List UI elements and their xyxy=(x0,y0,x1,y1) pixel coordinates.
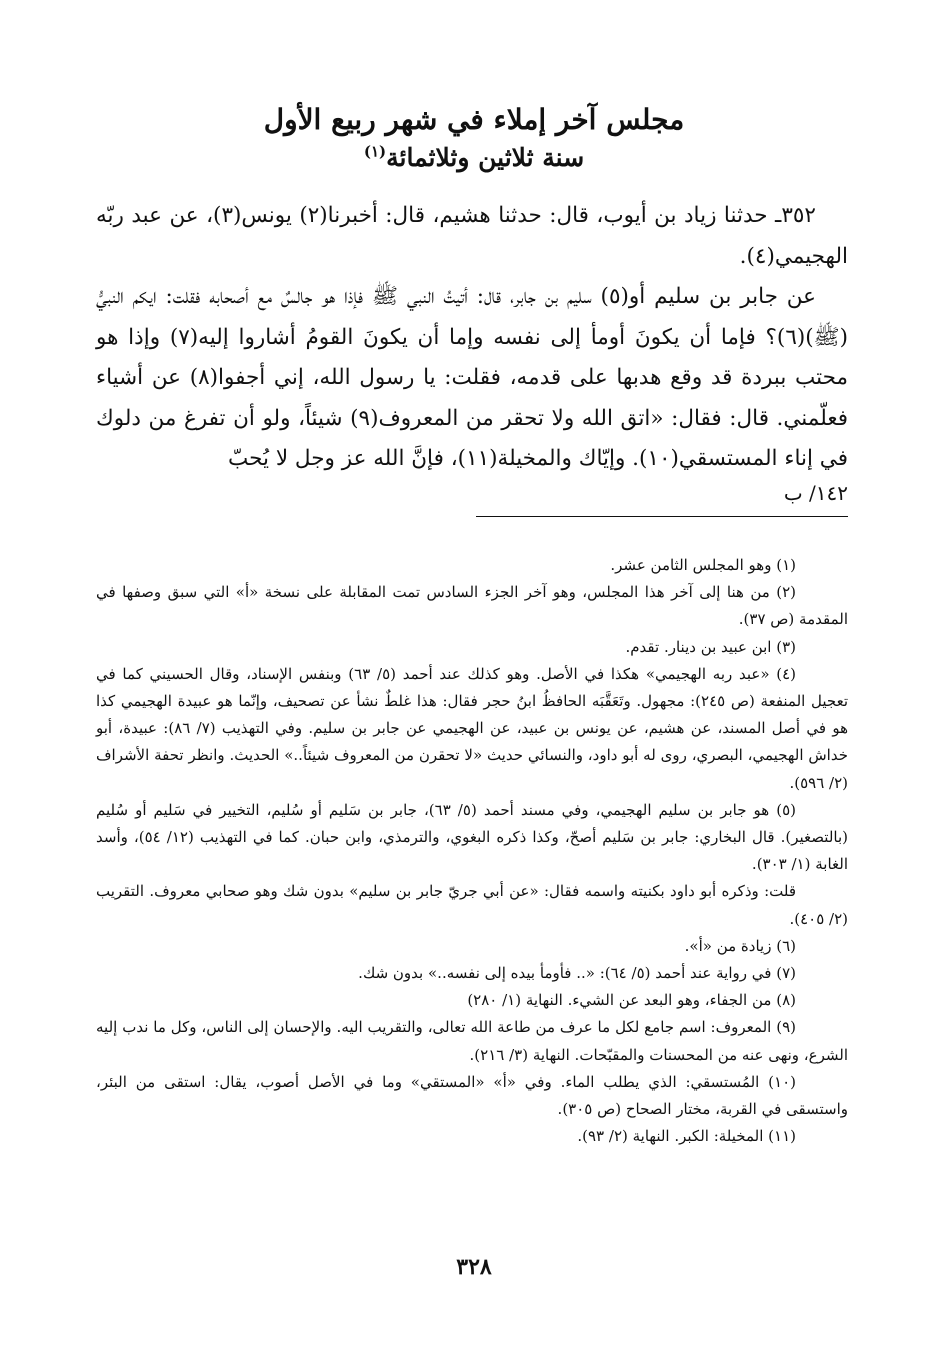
footnote-7: (٧) في رواية عند أحمد (٥/ ٦٤): «.. فأومأ بيده إلى نفسه..» بدون شك. xyxy=(358,964,796,983)
folio-row xyxy=(96,480,848,514)
footnote-6: (٦) زيادة من «أ». xyxy=(684,936,796,955)
title-footnote-ref: (١) xyxy=(363,142,387,161)
footnote-2: (٢) من هنا إلى آخر هذا المجلس، وهو آخر الجزء السادس تمت المقابلة على نسخة «أ» التي سبق وصفها في المقدمة (ص ٣٧). xyxy=(96,583,848,629)
hadith-isnad: ٣٥٢ـ حدثنا زياد بن أيوب، قال: حدثنا هشيم، قال: أخبرنا(٢) يونس(٣)، عن عبد ربّه الهجيمي(٤). xyxy=(96,203,848,269)
footnote-1: (١) وهو المجلس الثامن عشر. xyxy=(610,556,796,574)
title-line-1: مجلس آخر إملاء في شهر ربيع الأول xyxy=(263,103,685,136)
footnote-5-continued: قلت: وذكره أبو داود بكنيته واسمه فقال: «عن أبي جريّ جابر بن سليم» بدون شك وهو صحابي معروف. التقريب (٢/ ٤٠٥). xyxy=(96,882,848,928)
page-number: ٣٢٨ xyxy=(456,1254,492,1280)
footnote-11: (١١) المخيلة: الكبر. النهاية (٢/ ٩٣). xyxy=(577,1127,796,1146)
footnote-5: (٥) هو جابر بن سليم الهجيمي، وفي مسند أحمد (٥/ ٦٣)، جابر بن سَليم أو سُليم، التخيير في سَليم أو سُليم (بالتصغير). قال البخاري: جابر بن سَليم أصحّ، وكذا ذكره البغوي، والترمذي، وابن حبان. كما في التهذيب (١٢/ ٥٤)، وأسد الغابة (١/ ٣٠٣). xyxy=(96,800,848,874)
footnote-10: (١٠) المُستسقي: الذي يطلب الماء. وفي «أ» «المستقي» وما في الأصل أصوب، يقال: استقى من البئر، واستسقى في القربة، مختار الصحاح (ص ٣٠٥). xyxy=(96,1072,848,1119)
footnote-8: (٨) من الجفاء، وهو البعد عن الشيء. النهاية (١/ ٢٨٠) xyxy=(467,991,796,1010)
hadith-matn: عن جابر بن سليم أو(٥) سليم بن جابر، قال: أتيتُ النبي ﷺ فإذا هو جالسٌ مع أصحابه فقلت: ايكم النبيُّ (ﷺ)(٦)؟ فإما أن يكونَ أومأ إلى نفسه وإما أن يكونَ القومُ أشاروا إليه(٧) وإذا هو محتب ببردة قد وقع هدبها على قدمه، فقلت: يا رسول الله، إني أجفوا(٨) عن أشياء فعلّمني. قال: فقال: «اتق الله ولا تحقر من المعروف(٩) شيئاً، ولو أن تفرغ من دلوك في إناء المستسقي(١٠). وإيّاك والمخيلة(١١)، فإنَّ الله عز وجل لا يُحبّ xyxy=(96,284,849,471)
footnote-separator xyxy=(476,516,848,517)
title-line-2 xyxy=(0,140,948,176)
hadith-text xyxy=(96,196,848,514)
footnote-4: (٤) «عبد ربه الهجيمي» هكذا في الأصل. وهو كذلك عند أحمد (٥/ ٦٣) وبنفس الإسناد، وقال الحسيني كما في تعجيل المنفعة (ص ٢٤٥): مجهول. وتَعَقَّبَه الحافظُ ابنُ حجر فقال: هذا غلطٌ نشأ عن تصحيف، وإنّما هو عبيدة الهجيمي كذا هو في أصل المسند، عن هشيم، عن يونس بن عبيد، عن الهجيمي عن جابر بن سليم. وفي التهذيب (٧/ ٨٦): عبيدة، أبو خداش الهجيمي، البصري، روى له أبو داود، والنسائي حديث «لا تحقرن من المعروف شيئاً..» الحديث. وانظر تحفة الأشراف (٢/ ٥٩٦). xyxy=(96,664,848,792)
footnotes xyxy=(96,552,848,1150)
manuscript-folio-marker: ١٤٢/ ب xyxy=(783,481,848,505)
footnote-9: (٩) المعروف: اسم جامع لكل ما عرف من طاعة الله تعالى، والتقريب اليه. والإحسان إلى الناس، وكل ما ندب إليه الشرع، ونهى عنه من المحسنات والمقبّحات. النهاية (٣/ ٢١٦). xyxy=(96,1018,848,1064)
footnote-3: (٣) ابن عبيد بن دينار. تقدم. xyxy=(625,637,796,656)
chapter-title xyxy=(0,100,948,176)
title-line-2-text: سنة ثلاثين وثلاثمائة xyxy=(386,143,585,172)
